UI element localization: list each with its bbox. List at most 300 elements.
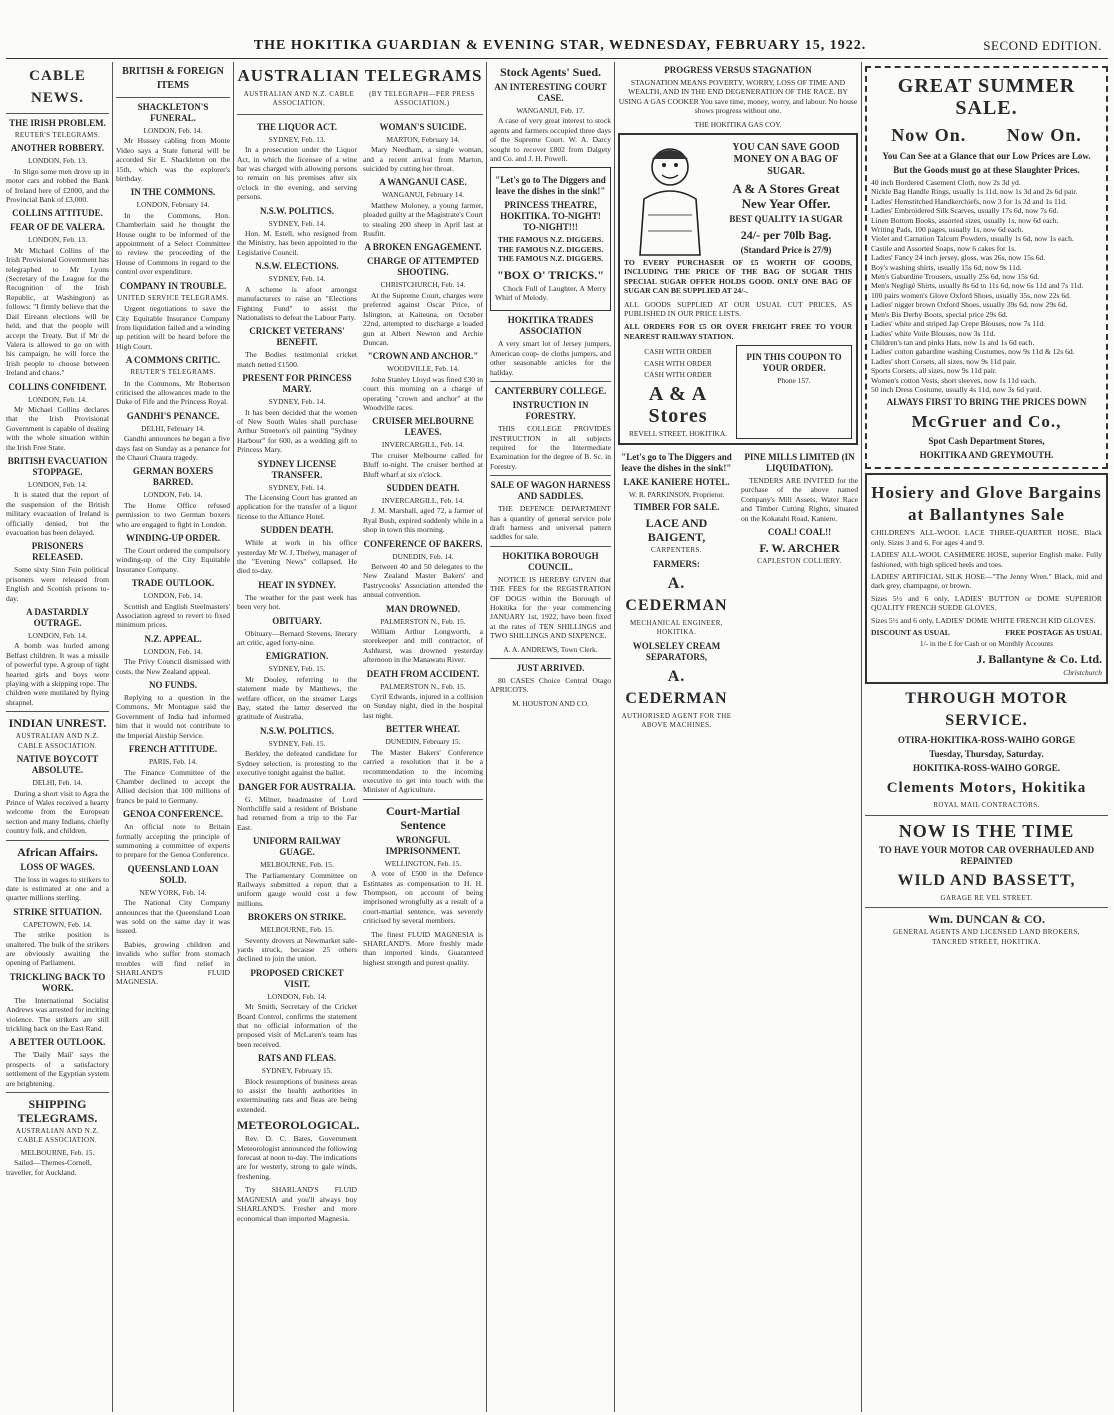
dateline: LONDON, February 14.	[136, 200, 210, 210]
cash-line: CASH WITH ORDER	[644, 347, 712, 357]
ad-heading: BEST QUALITY 1A SUGAR	[729, 214, 843, 225]
article-text: During a short visit to Agra the Prince of Wales received a hearty welcome from the European section and many Indians, chiefly country folk, and children.	[6, 788, 109, 836]
article-text: The Master Bakers' Conference carried a resolution that it be a recommendation to the incoming executive to get into touch with the Minister of Agriculture.	[363, 747, 483, 795]
coupon-heading: PIN THIS COUPON TO YOUR ORDER.	[746, 352, 842, 374]
article-text: A case of very great interest to stock agents and farmers occupied three days of the Supreme Court. W. A. Darcy sought to recover £802 from Dalgety and Co. and J. H. Powell.	[490, 116, 611, 164]
sale-item: Castile and Assorted Soaps, now 6 cakes for 1s.	[871, 243, 1017, 253]
article-text: The Parliamentary Committee on Railways submitted a report that a uniform gauge would cost a few millions.	[237, 870, 357, 908]
dateline: MELBOURNE, Feb. 15.	[20, 1147, 95, 1157]
motor-route: OTIRA-HOKITIKA-ROSS-WAIHO GORGE	[897, 735, 1076, 746]
garage-firm: WILD AND BASSETT,	[897, 871, 1076, 889]
headline: SYDNEY LICENSE TRANSFER.	[257, 458, 337, 480]
ad-text: ALL ORDERS FOR £5 OR OVER FREIGHT FREE TO YOUR NEAREST RAILWAY STATION.	[624, 322, 852, 341]
headline: BRITISH EVACUATION STOPPAGE.	[7, 455, 108, 477]
motor-days: Tuesday, Thursday, Saturday.	[929, 749, 1044, 760]
sale-item: Violet and Carnation Talcum Powders, usually 1s 6d, now 1s each.	[871, 234, 1074, 244]
dateline: SYDNEY, Feb. 14.	[268, 482, 326, 492]
headline: NATIVE BOYCOTT ABSOLUTE.	[16, 754, 99, 776]
garage-tagline: TO HAVE YOUR MOTOR CAR OVERHAULED AND REPAINTED	[878, 844, 1095, 866]
signature: A. A. ANDREWS, Town Clerk.	[503, 644, 598, 654]
article-text: 80 CASES Choice Central Otago APRICOTS.	[490, 676, 611, 695]
store-name: A & A Stores	[648, 382, 708, 427]
headline: A COMMONS CRITIC.	[125, 355, 221, 366]
ad-text: TENDERS ARE INVITED for the purchase of the above named Company's Mill Assets, Water Race and Timber Cutting Rights, situated on the Kokatahi Road, Kaniere.	[741, 475, 858, 523]
headline: GANDHI'S PENANCE.	[126, 410, 220, 421]
article-text: A very smart lot of Jersey jumpers, American coup- de cloths jumpers, and other seasonable articles for the hallday.	[490, 339, 611, 377]
ad-text: Chock Full of Laughter, A Merry Whirl of Melody.	[495, 283, 606, 303]
motor-route: HOKITIKA-ROSS-WAIHO GORGE.	[912, 763, 1061, 774]
headline: A WANGANUI CASE.	[379, 177, 467, 188]
free-postage-label: FREE POSTAGE AS USUAL	[1005, 628, 1102, 637]
headline: Stock Agents' Sued.	[499, 65, 602, 79]
ad-subheading: AUTHORISED AGENT FOR THE ABOVE MACHINES.	[621, 711, 732, 729]
article-text: The International Socialist Andrews was arrested for inciting violence. The strikers are still trickling back on the East Rand.	[6, 995, 109, 1033]
dateline: SYDNEY, February 15.	[261, 1066, 333, 1076]
clements-firm: Clements Motors, Hokitika	[886, 780, 1087, 797]
sale-item: Ladies' cotton gabardine washing Costumes, now 9s 11d & 12s 6d.	[871, 347, 1075, 357]
headline: HOKITIKA BOROUGH COUNCIL.	[502, 550, 599, 572]
dateline: SYDNEY, Feb. 14.	[268, 218, 326, 228]
dateline: SYDNEY, Feb. 14.	[268, 274, 326, 284]
section-title: BRITISH & FOREIGN ITEMS	[122, 66, 224, 91]
dateline: WOODVILLE, Feb. 14.	[386, 364, 460, 374]
dateline: LONDON, Feb. 14.	[143, 126, 203, 135]
divider	[490, 546, 611, 547]
cash-line: CASH WITH ORDER	[644, 358, 712, 368]
headline: JUST ARRIVED.	[516, 663, 585, 673]
dateline: SYDNEY, Feb. 14.	[268, 397, 326, 407]
article-text: Berkley, the defeated candidate for Sydney selection, is protesting to the executive tonight against the ballot.	[237, 749, 357, 778]
ad-heading: (Standard Price is 27/9)	[740, 245, 832, 256]
headline: HOKITIKA TRADES ASSOCIATION	[507, 315, 594, 337]
divider	[363, 799, 483, 800]
dateline: DUNEDIN, Feb. 14.	[392, 551, 454, 561]
headline: SHACKLETON'S FUNERAL.	[137, 102, 209, 123]
article-text: J. M. Marshall, aged 72, a farmer of Ryal Bush, expired suddenly while in a shop in town this morning.	[363, 506, 483, 535]
ad-text: THE FAMOUS N.Z. DIGGERS. THE FAMOUS N.Z. DIGGERS. THE FAMOUS N.Z. DIGGERS.	[497, 235, 604, 264]
column-separator	[614, 62, 615, 1412]
column-separator	[112, 62, 113, 1412]
headline: INDIAN UNREST.	[8, 716, 107, 731]
article-text: Mr Hussey cabling from Monte Video says a State funeral will be accorded Sir E. Shackleton on the 15th, which was the explorer's birthday.	[116, 136, 230, 184]
ad-firm-name: F. W. ARCHER	[759, 540, 840, 555]
column-separator	[486, 62, 487, 1412]
article-text: Scottish and English Steelmasters' Association agreed to revert to fixed minimum prices.	[116, 601, 230, 630]
firm-name: McGruer and Co.,	[911, 412, 1062, 432]
firm-subtitle: HOKITIKA AND GREYMOUTH.	[919, 450, 1054, 461]
article-text: An official note to Britain formally accepting the principle of summoning a committee of experts to prepare for the Genoa Conference.	[116, 822, 230, 860]
divider	[865, 907, 1108, 908]
ad-column-right	[741, 449, 858, 731]
dateline: SYDNEY, Feb. 15.	[268, 738, 326, 748]
headline: N.Z. APPEAL.	[144, 633, 202, 644]
ad-heading: LAKE KANIERE HOTEL.	[623, 476, 730, 487]
headline: CHARGE OF ATTEMPTED SHOOTING.	[366, 256, 479, 278]
article-text: The Bodies testimonial cricket match netted £1500.	[237, 350, 357, 369]
headline: FEAR OF DE VALERA.	[10, 222, 105, 233]
divider	[490, 381, 611, 382]
sale-tagline: But the Goods must go at these Slaughter Prices.	[893, 165, 1080, 175]
agency-line: REUTER'S TELEGRAMS.	[130, 368, 216, 377]
sale-item: Boy's washing shirts, usually 15s 6d, now 9s 11d.	[871, 262, 1022, 272]
hosiery-item: CHILDREN'S ALL-WOOL LACE THREE-QUARTER HOSE. Black only. Sizes 3 and 6. For ages 4 and 9.	[871, 528, 1102, 547]
headline: NO FUNDS.	[148, 680, 197, 691]
headline: RATS AND FLEAS.	[257, 1053, 337, 1064]
article-text: The Licensing Court has granted an application for the transfer of a liquor license to the Alliance Hotel.	[237, 492, 357, 521]
dateline: LONDON, Feb. 14.	[28, 631, 87, 641]
dateline: LONDON, Feb. 14.	[28, 479, 87, 489]
dateline: LONDON, Feb. 14.	[143, 646, 203, 656]
dateline: MARTON, February 14.	[386, 134, 460, 144]
headline: INSTRUCTION IN FORESTRY.	[512, 400, 589, 422]
dateline: MELBOURNE, Feb. 15.	[260, 925, 334, 935]
advertisement-text: Babies, growing children and invalids who suffer from stomach troubles will find relief in SHARLAND'S FLUID MAGNESIA.	[116, 939, 230, 987]
ad-text: ALL GOODS SUPPLIED AT OUR USUAL CUT PRICES, AS PUBLISHED IN OUR PRICE LISTS.	[624, 299, 852, 319]
article-text: Sailed—Themes-Cornell, traveller, for Auckland.	[6, 1158, 92, 1177]
discount-row	[871, 628, 1102, 637]
headline: BROKERS ON STRIKE.	[247, 912, 347, 923]
dateline: CHRISTCHURCH, Feb. 14.	[380, 280, 466, 290]
sale-item: 40 inch Bordered Casement Cloth, now 2s 3d yd.	[871, 178, 1021, 187]
sale-item: Ladies' Fancy 24 inch jersey, gloss, was 26s, now 15s 6d.	[871, 253, 1046, 263]
now-on-label: Now On.	[891, 125, 967, 145]
ad-subheading: MECHANICAL ENGINEER, HOKITIKA.	[630, 618, 723, 637]
sugar-advertisement	[618, 133, 858, 445]
headline: THE LIQUOR ACT.	[256, 121, 338, 132]
headline: N.S.W. POLITICS.	[260, 205, 334, 216]
discount-detail: 1/- in the £ for Cash or on Monthly Accounts	[919, 639, 1054, 649]
article-text: The loss in wages to strikers to date is estimated at one and a quarter millions sterling.	[6, 874, 109, 903]
column-advertisements	[618, 62, 858, 1412]
ad-heading: TIMBER FOR SALE.	[633, 502, 720, 513]
headline: LOSS OF WAGES.	[20, 861, 95, 872]
masthead-title: THE HOKITIKA GUARDIAN & EVENING STAR, WEDNESDAY, FEBRUARY 15, 1922.	[253, 38, 867, 53]
store-address: REVELL STREET, HOKITIKA.	[628, 428, 728, 438]
divider	[865, 815, 1108, 816]
article-text: Seventy drovers at Newmarket sale-yards struck, because 25 others declined to join the union.	[237, 935, 357, 964]
agency-line: REUTER'S TELEGRAMS.	[14, 131, 101, 139]
agency-line: AUSTRALIAN AND N.Z. CABLE ASSOCIATION.	[243, 90, 355, 108]
masthead-rule	[6, 58, 1108, 59]
article-text: A scheme is afoot amongst manufacturers to raise an "Elections Fighting Fund" to assist the Nationalists to defeat the Labour Party.	[237, 284, 357, 322]
hosiery-item: Sizes 5½ and 6 only, LADIES' BUTTON or DOME SUPERIOR QUALITY FRENCH SUEDE GLOVES.	[871, 593, 1102, 613]
column-british-foreign	[116, 62, 230, 1412]
article-text: In the Commons, Mr Robertson criticised the allowances made to the Duke of Fife and the Princess Royal.	[116, 378, 230, 407]
ad-firm-name: A. CEDERMAN	[625, 574, 728, 614]
ad-heading: LACE AND BAIGENT,	[645, 516, 708, 545]
headline: COLLINS CONFIDENT.	[8, 381, 107, 392]
dateline: SYDNEY, Feb. 15.	[268, 664, 326, 674]
sale-item: 100 pairs women's Glove Oxford Shoes, usually 35s, now 22s 6d.	[871, 290, 1071, 300]
article-text: THE DEFENCE DEPARTMENT has a quantity of general service pole draft harness and universal pattern saddles for sale.	[490, 504, 611, 542]
sale-slogan: ALWAYS FIRST TO BRING THE PRICES DOWN	[886, 397, 1087, 408]
dateline: PALMERSTON N., Feb. 15.	[380, 616, 466, 626]
headline: COLLINS ATTITUDE.	[12, 208, 103, 219]
headline: "CROWN AND ANCHOR."	[367, 351, 479, 362]
dateline: INVERCARGILL, Feb. 14.	[381, 440, 465, 450]
now-on-row	[871, 121, 1102, 148]
dateline: SYDNEY, Feb. 13.	[268, 134, 326, 144]
section-title: AUSTRALIAN TELEGRAMS	[237, 66, 483, 85]
duncan-subtitle: GENERAL AGENTS AND LICENSED LAND BROKERS,	[893, 928, 1080, 937]
article-text: Mr Dooley, referring to the statement made by Matthews, the welfare officer, on the steamer Largs Bay, stated the latter deserved the gratitude of Australia.	[237, 674, 357, 722]
article-text: The Finance Committee of the Chamber declined to accept the Allied decision that 100 millions of francs be paid to Germany.	[116, 767, 230, 805]
headline: SUDDEN DEATH.	[260, 525, 334, 536]
duncan-firm: Wm. DUNCAN & CO.	[928, 912, 1045, 927]
ad-heading: A & A Stores Great New Year Offer.	[732, 181, 840, 212]
sale-item: Ladies' Hemstitched Handkerchiefs, now 3 for 1s 3d and 1s 11d.	[871, 196, 1067, 206]
theatre-advertisement	[490, 167, 611, 311]
ad-heading: WOLSELEY CREAM SEPARATORS,	[632, 640, 721, 662]
sale-item: Ladies' white and striped Jap Crepe Blouses, now 7s 11d.	[871, 319, 1046, 329]
article-text: Obituary—Bernard Stevens, literary art critic, aged forty-nine.	[237, 628, 357, 648]
headline: SALE OF WAGON HARNESS AND SADDLES.	[490, 480, 611, 502]
article-text: Replying to a question in the Commons, Mr Montague said the Government of India had informed him that it would not contribute to the Imperial Airship Service.	[116, 693, 230, 740]
divider	[490, 658, 611, 659]
dateline: DUNEDIN, February 15.	[385, 737, 461, 747]
column-local	[490, 62, 611, 1412]
article-text: Mr Smith, Secretary of the Cricket Board Control, confirms the statement that no official information of the proposed visit of McLaren's team has been received.	[237, 1002, 357, 1049]
firm-subtitle: Spot Cash Department Stores,	[928, 436, 1045, 447]
dateline: PARIS, Feb. 14.	[149, 757, 197, 767]
article-text: Urgent negotiations to save the City Equitable Insurance Company from liquidation failed and a winding up petition will be heard before the High Court.	[116, 304, 230, 351]
headline: AN INTERESTING COURT CASE.	[494, 82, 607, 103]
sale-item: Ladies' Embroidered Silk Scarves, usually 17s 6d, now 7s 6d.	[871, 206, 1059, 216]
sale-item: Men's Bis Derby Boots, special price 29s 6d.	[871, 309, 1008, 319]
headline: WOMAN'S SUICIDE.	[379, 121, 467, 132]
headline: A BROKEN ENGAGEMENT.	[364, 242, 482, 253]
sugar-ad-top	[624, 139, 852, 258]
dateline: WANGANUI, February 14.	[381, 190, 465, 200]
column-separator	[861, 62, 862, 1412]
man-with-sack-illustration	[624, 139, 716, 257]
dateline: LONDON, Feb. 13.	[28, 235, 87, 245]
hosiery-item: LADIES' ALL-WOOL CASHMERE HOSE, superior English make. Fully fashioned, with high spliced heels and toes.	[871, 550, 1102, 569]
article-text: Matthew Moloney, a young farmer, pleaded guilty at the Magistrate's Court to stealing 200 sheep in April last at Rusfitt.	[363, 200, 483, 239]
sale-tagline: You Can See at a Glance that our Low Prices are Low.	[882, 151, 1091, 161]
article-text: In Sligo some men drove up in motor cars and robbed the Bank of Ireland here of £2000, and the Provincial Bank of £3,000.	[6, 166, 109, 205]
divider	[6, 840, 109, 841]
ballantyne-city: Christchurch	[1063, 667, 1102, 677]
ad-heading: "BOX O' TRICKS."	[497, 267, 604, 282]
clements-subtitle: ROYAL MAIL CONTRACTORS.	[933, 801, 1040, 810]
headline: EMIGRATION.	[265, 651, 329, 662]
ad-subheading: CAPLESTON COLLIERY.	[757, 556, 842, 565]
headline: N.S.W. ELECTIONS.	[255, 261, 339, 272]
column-sale-advertisements	[865, 62, 1108, 1412]
article-text: In a prosecution under the Liquor Act, in which the licensee of a wine bar was charged with allowing persons to remain on his premises after six o'clock in the evening, and serving persons.	[237, 145, 357, 202]
article-text: Mary Needham, a single woman, and a recent arrival from Marton, suicided by cutting her throat.	[363, 145, 483, 174]
article-text: A vote of £500 in the Defence Estimates as compensation to H. H. Thompson, on account of being imprisoned wrongfully as a result of a court-martial sentence, was severely criticised by several members.	[363, 869, 483, 926]
two-column-body	[237, 119, 483, 1227]
ballantynes-advertisement	[865, 473, 1108, 684]
article-text: Gandhi announces he began a five days fast on Sunday as a penance for the Chauri Chaura tragedy.	[116, 434, 230, 462]
headline: PROPOSED CRICKET VISIT.	[250, 967, 344, 989]
headline: METEOROLOGICAL.	[237, 1118, 360, 1133]
dateline: CAPETOWN, Feb. 14.	[23, 919, 92, 929]
headline: WINDING-UP ORDER.	[125, 533, 220, 543]
ballantynes-title: Hosiery and Glove Bargains at Ballantynes Sale	[871, 483, 1102, 525]
article-text: In the Commons, Hon. Chamberlain said he thought the House ought to be informed of the appointment of a Select Committee to review the proceeding of the House of Commons in regard to the control over expenditure.	[116, 210, 230, 277]
signature: M. HOUSTON AND CO.	[512, 698, 589, 708]
sale-item: 50 inch Dress Costume, usually 4s 11d, now 3s 6d yard.	[871, 384, 1042, 394]
headline: CRICKET VETERANS' BENEFIT.	[249, 326, 345, 348]
divider	[6, 711, 109, 712]
dateline: LONDON, Feb. 14.	[143, 490, 203, 500]
summer-sale-advertisement	[865, 66, 1108, 469]
headline: DEATH FROM ACCIDENT.	[366, 668, 480, 679]
article-text: Mr Michael Collins of the Irish Provisional Government has telegraphed to Mr Lyons (Secretary of the League for the Recognition of the Irish Republic, at Washington) as follows: "I firmly believe that the Dail Eireann elections will be held, and that the people will accept the Treaty. But if Mr de Valera is allowed to go on with his campaign, he will force the Irish people to choose between Ireland and chaos."	[6, 245, 109, 378]
ad-price: 24/- per 70lb Bag.	[740, 228, 832, 243]
ad-heading: "Let's go to The Diggers and leave the dishes in the sink!"	[495, 175, 606, 197]
discount-label: DISCOUNT AS USUAL	[871, 628, 950, 637]
dateline: LONDON, Feb. 14.	[28, 394, 87, 404]
cable-news-title: CABLE NEWS.	[29, 68, 86, 106]
duncan-address: TANCRED STREET, HOKITIKA.	[932, 938, 1041, 947]
article-text: THIS COLLEGE PROVIDES INSTRUCTION in all subjects required for the Intermediate Examination for the degree of B. Sc. in Forestry.	[490, 424, 611, 471]
article-text: Cyril Edwards, injured in a collision on Sunday night, died in the hospital last night.	[363, 692, 483, 720]
sale-item: Men's Gabardine Trousers, usually 25s 6d, now 15s 6d.	[871, 272, 1040, 282]
divider	[116, 97, 230, 98]
dateline: DELHI, February 14.	[141, 423, 205, 433]
ad-text: TO EVERY PURCHASER OF £5 WORTH OF GOODS, INCLUDING THE PRICE OF THE BAG OF SUGAR THIS SPECIAL SUGAR OFFER HOLDS GOOD. ONLY ONE BAG OF SUGAR CAN BE SUPPLIED AT 24/-.	[624, 258, 852, 296]
phone-number: Phone 157.	[777, 376, 811, 386]
headline: PRISONERS RELEASED.	[31, 541, 84, 563]
column-cable-news	[6, 62, 109, 1412]
article-text: John Stanley Lloyd was fined £30 in court this morning on a charge of operating "crown and anchor" at the Woodville races.	[363, 374, 483, 412]
headline: THE IRISH PROBLEM.	[9, 118, 106, 128]
ad-heading: PRINCESS THEATRE, HOKITIKA. TO-NIGHT! TO-NIGHT!!!	[500, 200, 601, 233]
article-text: Hon. M. Estell, who resigned from the Ministry, has been appointed to the Legislative Council.	[237, 229, 357, 257]
article-text: Rev. D. C. Bates, Government Meteorologist announced the following forecast at noon to-day. The indications are for westerly, strong to gale winds, freshening.	[237, 1134, 357, 1181]
headline: COMPANY IN TROUBLE.	[119, 280, 227, 291]
dateline: MELBOURNE, Feb. 15.	[260, 860, 334, 870]
agency-row	[237, 89, 483, 110]
headline: MAN DROWNED.	[386, 603, 460, 614]
column-australian-telegrams	[237, 62, 483, 1412]
ad-column-left	[618, 449, 735, 731]
headline: DANGER FOR AUSTRALIA.	[238, 781, 356, 792]
headline: WRONGFUL IMPRISONMENT.	[385, 834, 461, 856]
dateline: WANGANUI, Feb. 17.	[516, 106, 585, 115]
dateline: WELLINGTON, Feb. 15.	[384, 858, 462, 868]
article-text: Block resumptions of business areas to assist the health authorities in exterminating rats and fleas are being extended.	[237, 1076, 357, 1114]
dateline: LONDON, Feb. 13.	[28, 156, 87, 166]
article-text: The 'Daily Mail' says the prospects of a satisfactory settlement of the Egyptian system are brightening.	[6, 1050, 109, 1088]
column-separator	[233, 62, 234, 1412]
agency-line: AUSTRALIAN AND N.Z. CABLE ASSOCIATION.	[15, 732, 100, 750]
headline: GENOA CONFERENCE.	[122, 809, 223, 820]
article-text: Some sixty Sinn Fein political prisoners were released from English and Scottish prisons to-day.	[6, 565, 109, 603]
sale-item: Ladies' white Voile Blouses, now 3s 11d.	[871, 328, 996, 338]
press-association-column	[363, 119, 483, 1227]
headline: HEAT IN SYDNEY.	[258, 579, 336, 590]
sugar-ad-bottom	[624, 345, 852, 439]
garage-address: GARAGE RE VEL STREET.	[940, 893, 1033, 902]
article-text: The Home Office refused permission to two German boxers who are engaged to fight in London.	[116, 500, 230, 529]
headline: A BETTER OUTLOOK.	[9, 1037, 106, 1048]
sugar-ad-copy	[720, 139, 852, 258]
article-text: William Arthur Longworth, a storekeeper and mill contractor, of Ashhurst, was drowned yesterday afternoon in the Manawatu River.	[363, 627, 483, 665]
sale-item: Ladies' short Corsets, all sizes, now 9s 11d pair.	[871, 356, 1017, 366]
headline: Court-Martial Sentence	[386, 803, 460, 832]
article-text: While at work in his office yesterday Mr W. J. Thelwy, manager of the "Evening News" collapsed. He died to-day.	[237, 538, 357, 576]
advertisement-text: Try SHARLAND'S FLUID MAGNESIA and you'll always buy SHARLAND'S. Fresher and more economical than imported Magnesia.	[237, 1185, 357, 1223]
ad-heading: PROGRESS VERSUS STAGNATION	[664, 65, 812, 75]
article-text: The Privy Council dismissed with costs, the New Zealand appeal.	[116, 657, 230, 676]
article-text: The cruiser Melbourne called for Bluff to-night. The cruiser berthed at Bluff wharf at six o'clock.	[363, 450, 483, 479]
headline: TRADE OUTLOOK.	[131, 578, 215, 589]
sale-item: Women's cotton Vests, short sleeves, now 1s 11d each.	[871, 375, 1037, 385]
sale-item: Ladies' nigger brown Oxford Shoes, usually 39s 6d, now 29s 6d.	[871, 300, 1068, 310]
divider	[6, 113, 109, 114]
article-text: A bomb was hurled among Belfast children. It was a missile of powerful type. A group of tight hearted girls and boys were playing with a skipping rope. The children were mutilated by flying shrapnel.	[6, 641, 109, 707]
divider	[237, 114, 483, 115]
article-text: It is stated that the report of the suspension of the British military evacuation of Ireland is officially denied, but the evacuation has been delayed.	[6, 490, 109, 537]
headline: CANTERBURY COLLEGE.	[494, 386, 607, 397]
article-text: The weather for the past week has been very hot.	[237, 592, 357, 612]
headline: CRUISER MELBOURNE LEAVES.	[372, 416, 474, 438]
divider	[6, 1092, 109, 1093]
headline: GERMAN BOXERS BARRED.	[132, 466, 214, 488]
headline: CONFERENCE OF BAKERS.	[363, 538, 483, 549]
headline: SHIPPING TELEGRAMS.	[17, 1097, 98, 1126]
headline: STRIKE SITUATION.	[13, 906, 102, 917]
article-text: Mr Michael Collins declares that the Irish Provisional Government is capable of dealing with the whole situation within the Irish Free State.	[6, 404, 109, 452]
sale-title: GREAT SUMMER SALE.	[897, 75, 1076, 119]
article-text: G. Milner, headmaster of Lord Northcliffe said a resident of Brisbane had returned from a trip to the Far East.	[237, 794, 357, 832]
cash-list	[624, 345, 732, 439]
headline: SUDDEN DEATH.	[386, 482, 460, 493]
ad-heading: "Let's go to The Diggers and leave the dishes in the sink!"	[621, 451, 732, 473]
headline: QUEENSLAND LOAN SOLD.	[127, 863, 219, 885]
ad-heading: PINE MILLS LIMITED (IN LIQUIDATION).	[744, 451, 855, 473]
dateline: LONDON, Feb. 14.	[143, 591, 203, 601]
article-text: The strike position is unaltered. The bulk of the strikers are obviously awaiting the opening of Parliament.	[6, 930, 109, 968]
cash-line: CASH WITH ORDER	[644, 370, 712, 380]
australian-column	[237, 119, 360, 1227]
sale-item: Linen Bottom Books, assorted sizes, usually 1s, now 6d each.	[871, 215, 1059, 225]
article-text: Between 40 and 50 delegates to the New Zealand Master Bakers' and Pastrycooks' Association attended the annual convention.	[363, 562, 483, 600]
coupon-box[interactable]	[736, 345, 852, 439]
motor-service-title: THROUGH MOTOR SERVICE.	[905, 690, 1068, 730]
headline: ANOTHER ROBBERY.	[10, 143, 105, 154]
article-text: At the Supreme Court, charges were preferred against Oscar Price, of Islington, at Kaiteuna, on October 22nd, attempted to discharge a loaded gun at Albert Newton and Archie Duncan.	[363, 290, 483, 347]
headline: BETTER WHEAT.	[385, 724, 461, 735]
article-text: The National City Company announces that the Queensland Loan was sold on the same day it was issued.	[116, 898, 230, 936]
sale-item: Writing Pads, 100 pages, usually 1s, now 6d each.	[871, 225, 1024, 235]
sale-item: Children's tan and pinks Hats, now 1s and 1s 6d each.	[871, 337, 1035, 347]
article-text: The Court ordered the compulsory winding-up of the City Equitable Insurance Company.	[116, 546, 230, 574]
headline: OBITUARY.	[272, 615, 322, 626]
headline: FRENCH ATTITUDE.	[128, 744, 218, 755]
headline: TRICKLING BACK TO WORK.	[9, 971, 106, 993]
ad-signature: W. R. PARKINSON, Proprietor.	[628, 489, 725, 499]
dateline: NEW YORK, Feb. 14.	[139, 887, 207, 897]
dateline: LONDON, Feb. 14.	[267, 991, 327, 1001]
ad-text: STAGNATION MEANS POVERTY, WORRY, LOSS OF TIME AND WEALTH, AND IN THE END DEGENERATION OF THE RACE. BY USING A GAS COOKER You save time, money, worry, and labour. No house shows progress without one.	[618, 78, 858, 116]
agency-line: (BY TELEGRAPH—PER PRESS ASSOCIATION.)	[369, 90, 475, 108]
now-is-the-time: NOW IS THE TIME	[898, 820, 1075, 841]
masthead	[0, 0, 1114, 60]
headline: N.S.W. POLITICS.	[260, 725, 334, 736]
agency-line: AUSTRALIAN AND N.Z. CABLE ASSOCIATION.	[15, 1127, 100, 1145]
hosiery-item: LADIES' ARTIFICIAL SILK HOSE—"The Jenny Wren." Black, mid and dark grey, champagne, or brown.	[871, 571, 1102, 591]
advertisement-text: The finest FLUID MAGNESIA is SHARLAND'S. More freshly made than imported kinds. Guaranteed highest strength and purest quality.	[363, 929, 483, 967]
agency-line: UNITED SERVICE TELEGRAMS.	[117, 293, 229, 302]
article-text: NOTICE IS HEREBY GIVEN that THE FEES for the REGISTRATION OF DOGS within the Borough of Hokitika for the year commencing JANUARY 1st, 1922, have been fixed at the rates of TEN SHILLINGS and TWO SHILLINGS AND SIXPENCE.	[490, 574, 611, 641]
headline: IN THE COMMONS.	[130, 187, 216, 198]
